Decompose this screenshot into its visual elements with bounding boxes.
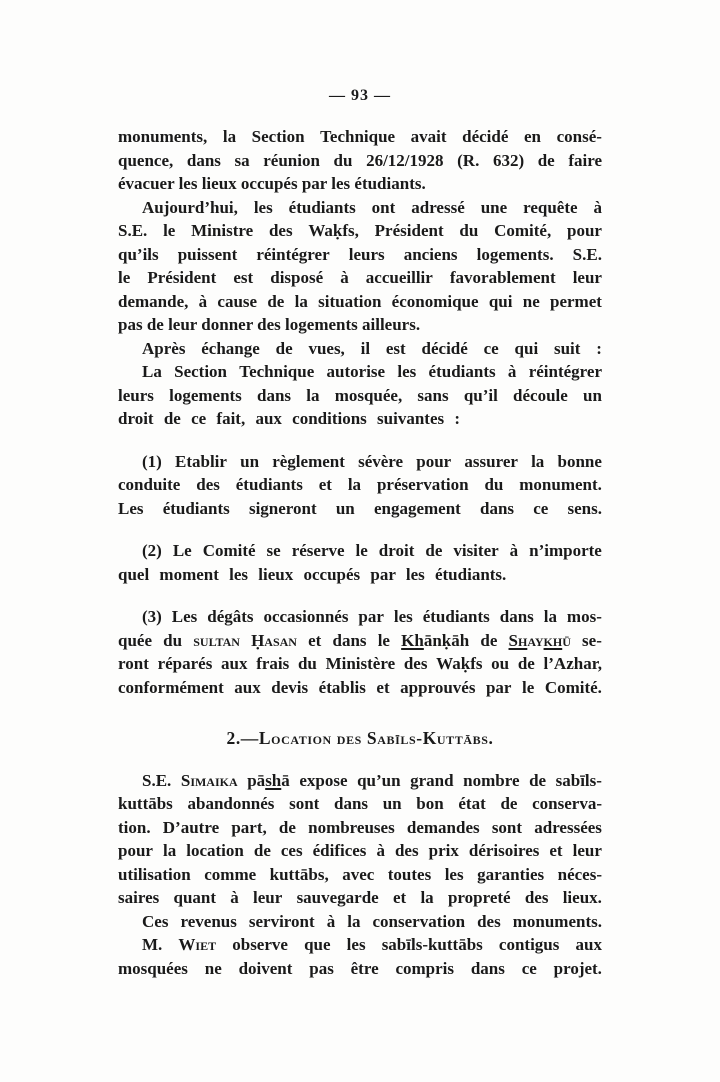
word: engagement (373, 498, 461, 518)
word: décidé (421, 338, 468, 358)
word: Président (147, 268, 217, 287)
word: Les (171, 607, 198, 626)
word: expose (299, 770, 348, 790)
word: 26/12/1928 (366, 150, 444, 170)
word: Les (118, 498, 144, 518)
word: la (222, 127, 237, 146)
word: consé- (556, 127, 602, 146)
word: sans (417, 385, 449, 405)
text-line (118, 539, 602, 563)
paragraph-revenus (118, 910, 602, 934)
word: il (360, 338, 371, 358)
document-content (118, 125, 602, 980)
word: serviront (248, 911, 315, 931)
text-line (118, 243, 602, 267)
word: pāshā (247, 770, 290, 790)
word: avec (342, 864, 375, 884)
word: à (593, 197, 602, 217)
word: un (583, 385, 602, 405)
word: de (253, 841, 271, 860)
word: par (358, 607, 384, 626)
word: que (304, 935, 331, 954)
word: de (267, 291, 285, 311)
word: le (163, 221, 176, 240)
word: nombreuses (308, 817, 395, 837)
word: monument. (519, 475, 602, 494)
paragraph-requete (118, 196, 602, 337)
text-line: quel moment les lieux occupés par les étudiants. (118, 564, 507, 584)
word: saires (118, 888, 160, 907)
word: accueillir (365, 268, 433, 287)
word: Wiet (178, 935, 217, 954)
word: bon (416, 794, 444, 813)
word: est (385, 338, 406, 358)
word: devis (271, 677, 309, 697)
word: dans (480, 498, 515, 518)
word: abandonnés (187, 794, 275, 813)
text-line: droit de ce fait, aux conditions suivantes : (118, 409, 461, 428)
word: la (294, 291, 308, 311)
word: mos- (566, 607, 602, 626)
paragraph-apres-echange (118, 337, 602, 361)
word: n’importe (529, 541, 602, 560)
paragraph-simaika (118, 769, 602, 910)
word: sont (289, 794, 320, 813)
word: grand (410, 770, 454, 790)
word: signeront (248, 498, 317, 518)
word: des (524, 888, 549, 907)
word: utilisation (118, 864, 191, 884)
text-line (118, 450, 602, 474)
word: leur (572, 268, 602, 287)
word: et (392, 888, 407, 907)
word: règlement (272, 451, 345, 471)
word: Technique (320, 127, 396, 146)
word: qu’un (357, 770, 401, 790)
word: dans (470, 958, 505, 978)
word: Technique (239, 362, 315, 381)
word: avait (410, 127, 447, 146)
word: aux (575, 935, 602, 954)
word: Waḳfs (436, 654, 483, 673)
word: assurer (464, 451, 518, 471)
word: compris (395, 958, 455, 978)
word: puissent (177, 244, 238, 264)
word: S.E. (572, 244, 602, 264)
word: échange (201, 338, 260, 358)
word: qui (488, 291, 513, 311)
word: de (425, 541, 443, 560)
text-line (118, 676, 602, 700)
word: demandes (406, 817, 480, 837)
text-line (118, 219, 602, 243)
continuation-paragraph (118, 125, 602, 196)
word: du (163, 630, 183, 650)
word: la (420, 888, 434, 907)
word: étudiants (428, 362, 496, 381)
word: leurs (118, 385, 154, 405)
text-line: évacuer les lieux occupés par les étudiants. (118, 174, 426, 193)
word: adressées (534, 817, 602, 837)
word: Section (251, 127, 305, 146)
word: à (198, 291, 208, 311)
word: requête (523, 197, 578, 217)
word: Comité. (544, 677, 602, 697)
word: pas (309, 958, 334, 978)
word: leurs (348, 244, 385, 264)
word: réintégrer (256, 244, 330, 264)
text-line (118, 652, 602, 676)
word: Aujourd’hui, (142, 197, 238, 217)
word: des (403, 654, 428, 673)
word: à (507, 362, 517, 381)
word: dérisoires (468, 841, 540, 860)
word: cause (217, 291, 258, 311)
word: la (347, 911, 361, 931)
word: aux (221, 654, 248, 673)
word: de (537, 150, 555, 170)
word: réserve (291, 541, 345, 560)
word: conduite (118, 475, 181, 494)
word: Khānḳāh (401, 630, 470, 650)
word: quence, (118, 150, 174, 170)
word: anciens (403, 244, 458, 264)
word: 632) (492, 150, 525, 170)
word: étudiants (422, 607, 490, 626)
word: les (346, 935, 366, 954)
word: Après (142, 338, 186, 358)
word: et (376, 677, 390, 697)
word: sultan (193, 630, 240, 650)
text-line (118, 196, 602, 220)
word: ce (521, 958, 537, 978)
word: monuments. (512, 911, 602, 931)
word: situation (318, 291, 382, 311)
word: à (509, 541, 519, 560)
word: Etablir (175, 451, 227, 471)
page-number: — 93 — (329, 87, 391, 104)
word: dans (499, 607, 534, 626)
text-line (118, 769, 602, 793)
word: être (350, 958, 379, 978)
word: de (500, 794, 518, 813)
word: permet (550, 291, 602, 311)
word: ou (491, 654, 510, 673)
text-line (118, 337, 602, 361)
word: frais (256, 654, 290, 673)
word: sont (491, 817, 523, 837)
word: propreté (447, 888, 511, 907)
word: le (355, 541, 368, 560)
text-line (118, 839, 602, 863)
word: pour (567, 221, 602, 240)
word: ont (371, 197, 396, 217)
word: le (377, 630, 390, 650)
word: les (253, 197, 273, 217)
word: droit (378, 541, 415, 560)
text-line (118, 629, 602, 653)
word: suit (553, 338, 581, 358)
word: Simaika (180, 770, 238, 790)
text-line (118, 910, 602, 934)
word: les (397, 362, 417, 381)
word: à (230, 888, 239, 907)
word: contigus (498, 935, 560, 954)
word: mosquées (118, 958, 188, 978)
word: de (517, 654, 535, 673)
word: ne (204, 958, 222, 978)
word: à (326, 911, 336, 931)
word: doivent (238, 958, 293, 978)
word: de (480, 630, 498, 650)
word: M. (142, 935, 163, 954)
word: réunion (263, 150, 320, 170)
text-line (118, 497, 602, 521)
text-line (118, 886, 602, 910)
word: de (275, 338, 293, 358)
word: nombre (463, 770, 520, 790)
word: qu’ils (118, 244, 159, 264)
word: sévère (358, 451, 404, 471)
word: prix (428, 841, 459, 860)
word: le (522, 677, 535, 697)
word: des (394, 841, 419, 860)
word: garanties (477, 864, 545, 884)
paragraph-decision (118, 360, 602, 431)
numbered-item-3 (118, 605, 602, 699)
word: visiter (453, 541, 499, 560)
word: ce (533, 498, 549, 518)
word: S.E. (142, 770, 172, 790)
word: les (393, 607, 413, 626)
word: faire (568, 150, 602, 170)
word: sabīls-kuttābs (381, 935, 483, 954)
word: (R. (457, 150, 480, 170)
word: des (477, 911, 501, 931)
word: dans (257, 385, 292, 405)
word: des (196, 475, 220, 494)
text-line (118, 605, 602, 629)
word: est (233, 268, 254, 287)
numbered-item-1 (118, 450, 602, 521)
word: conformément (118, 677, 224, 697)
word: étudiants (235, 475, 303, 494)
section-heading (118, 727, 602, 751)
word: bonne (557, 451, 602, 471)
word: se (266, 541, 281, 560)
word: lieux. (562, 888, 602, 907)
word: adressé (411, 197, 465, 217)
text-line (118, 125, 602, 149)
word: un (382, 794, 402, 813)
word: Ces (142, 911, 169, 931)
word: ne (522, 291, 540, 311)
word: les (444, 864, 464, 884)
word: l’Azhar, (543, 654, 602, 673)
word: une (480, 197, 508, 217)
word: Le (172, 541, 192, 560)
word: ce (483, 338, 499, 358)
word: du (297, 654, 317, 673)
text-line (118, 816, 602, 840)
word: à (340, 268, 349, 287)
word: pour (118, 841, 153, 860)
word: qui (514, 338, 539, 358)
word: kuttābs, (269, 864, 329, 884)
word: la (306, 385, 320, 405)
word: réparés (157, 654, 213, 673)
word: observe (232, 935, 288, 954)
text-line: 2.—Location des Sabīls-Kuttābs. (226, 728, 494, 748)
word: un (240, 451, 260, 471)
word: Waḳfs, (308, 221, 359, 240)
word: aux (234, 677, 261, 697)
word: projet. (553, 958, 602, 978)
word: du (333, 150, 353, 170)
word: (3) (142, 607, 162, 626)
word: étudiants (288, 197, 356, 217)
word: conserva- (532, 794, 602, 813)
word: demande, (118, 291, 189, 311)
page-text-block (118, 84, 602, 980)
word: à (376, 841, 385, 860)
word: Shaykhū (508, 630, 571, 650)
word: D’autre (162, 817, 220, 837)
word: logements (169, 385, 242, 405)
word: vues, (308, 338, 345, 358)
word: et (318, 475, 332, 494)
word: un (335, 498, 355, 518)
text-line (118, 933, 602, 957)
word: logements. (476, 244, 554, 264)
text-line (118, 473, 602, 497)
word: Section (174, 362, 228, 381)
word: leur (572, 841, 602, 860)
word: Ministère (325, 654, 396, 673)
word: dans (332, 630, 367, 650)
word: sabīls- (555, 770, 602, 790)
text-line (118, 957, 602, 981)
word: (1) (142, 451, 162, 471)
word: qu’il (463, 385, 498, 405)
word: toutes (387, 864, 432, 884)
word: pour (416, 451, 452, 471)
word: préservation (376, 475, 469, 494)
word: Ministre (191, 221, 254, 240)
word: : (596, 338, 602, 358)
word: établis (318, 677, 366, 697)
word: sauvegarde (296, 888, 379, 907)
text-line (118, 360, 602, 384)
word: favorablement (449, 268, 556, 287)
word: la (531, 451, 545, 471)
word: néces- (557, 864, 602, 884)
word: de (529, 770, 547, 790)
word: quant (173, 888, 217, 907)
text-line: pas de leur donner des logements ailleurs. (118, 315, 421, 334)
word: quée (118, 630, 152, 650)
word: par (485, 677, 512, 697)
word: comme (204, 864, 257, 884)
word: décidé (462, 127, 509, 146)
word: autorise (326, 362, 386, 381)
word: Ḥasan (251, 630, 297, 650)
word: dégâts (207, 607, 254, 626)
word: S.E. (118, 221, 148, 240)
word: dans (334, 794, 369, 813)
word: découle (513, 385, 568, 405)
word: monuments, (118, 127, 208, 146)
word: la (543, 607, 557, 626)
word: part, (231, 817, 267, 837)
text-line (118, 149, 602, 173)
word: tion. (118, 817, 151, 837)
word: du (484, 475, 504, 494)
word: le (118, 268, 131, 287)
word: et (308, 630, 322, 650)
text-line (118, 863, 602, 887)
text-line (118, 384, 602, 408)
word: édifices (312, 841, 367, 860)
word: de (278, 817, 296, 837)
word: la (162, 841, 177, 860)
word: conservation (372, 911, 466, 931)
word: des (268, 221, 293, 240)
text-line (118, 792, 602, 816)
word: la (347, 475, 362, 494)
word: approuvés (400, 677, 476, 697)
word: économique (391, 291, 479, 311)
word: Comité, (494, 221, 552, 240)
word: se- (582, 630, 602, 650)
word: revenus (180, 911, 237, 931)
word: Comité (202, 541, 256, 560)
word: kuttābs (118, 794, 173, 813)
word: état (458, 794, 486, 813)
paragraph-wiet (118, 933, 602, 980)
word: Président (374, 221, 444, 240)
word: La (142, 362, 162, 381)
word: réintégrer (528, 362, 602, 381)
word: sa (234, 150, 250, 170)
word: mosquée, (334, 385, 403, 405)
text-line (118, 266, 602, 290)
word: dans (186, 150, 221, 170)
word: et (549, 841, 563, 860)
text-line (118, 290, 602, 314)
word: (2) (142, 541, 162, 560)
word: ront (118, 654, 149, 673)
word: disposé (270, 268, 324, 287)
word: sens. (567, 498, 602, 518)
word: ces (280, 841, 303, 860)
word: du (459, 221, 479, 240)
word: occasionnés (263, 607, 349, 626)
word: étudiants (162, 498, 230, 518)
word: leur (253, 888, 283, 907)
numbered-item-2 (118, 539, 602, 586)
word: location (186, 841, 244, 860)
word: en (524, 127, 541, 146)
